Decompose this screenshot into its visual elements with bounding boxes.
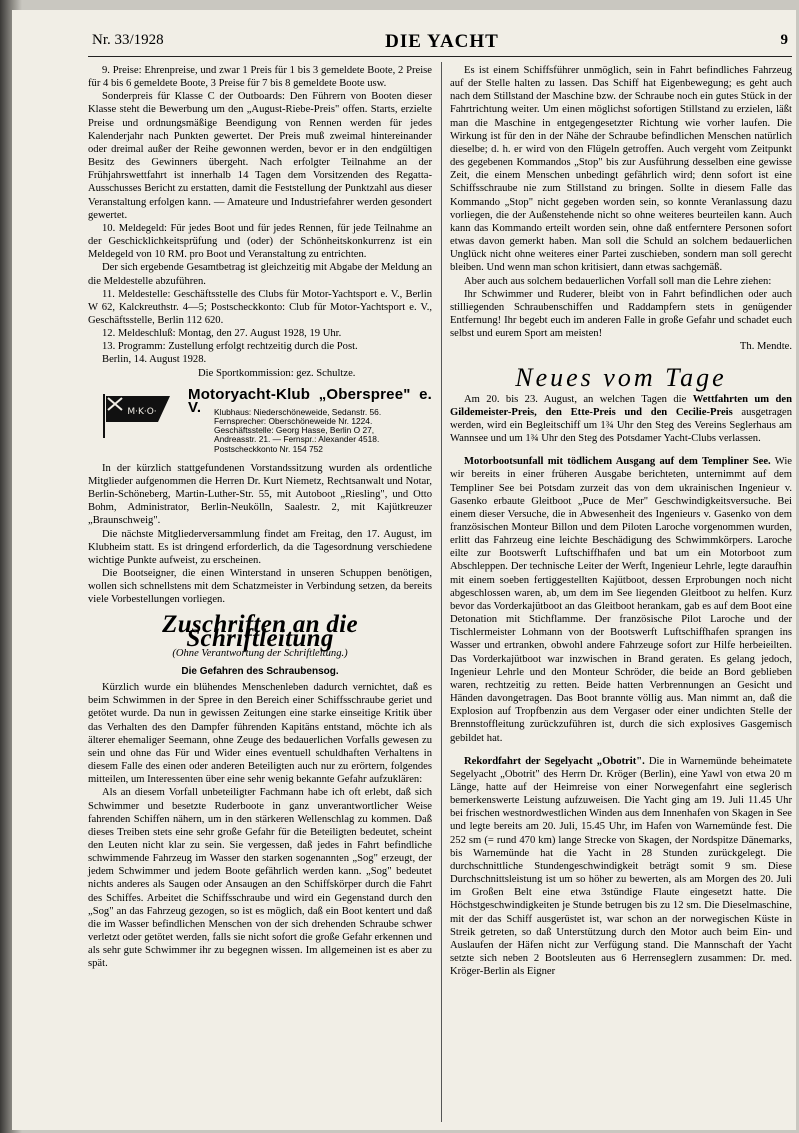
dateline: Berlin, 14. August 1928. bbox=[102, 354, 207, 366]
club-info-line: Postscheckkonto Nr. 154 752 bbox=[214, 443, 323, 454]
club-flag-text: M·K·O· bbox=[127, 406, 157, 417]
club-paragraph: Die nächste Mitgliederversammlung findet am Freitag, den 17. August, im Klubheim statt. Es ist dringend erforderlich, da die Tagesordnung verschiedene wichtige Punkte aufweist, zu erscheinen. bbox=[88, 528, 432, 566]
club-info-line: Klubhaus: Niederschöneweide, Sedanstr. 56. bbox=[214, 406, 382, 417]
news-text: Die in Warnemünde beheimatete Segelyacht „Obotrit" des Herrn Dr. Kröger (Berlin), eine Yawl von etwa 20 m Länge, hatte auf der Heimreise von einer Norwegenfahrt eine seglerisch bemerkenswerte Leistung aufzuweisen. Die Yacht ging am 19. Juli 11.45 Uhr bei frischen westnordwestlichen Winden aus dem Innenhafen von Skagen in See und legte bereits am 20. Juli, 15.45 Uhr, im Hafen von Warnemünde fest. Die 252 sm (= rund 470 km) lange Strecke von Skagen, der Nordspitze Dänemarks, bis Warnemünde hat die Yacht in 28 Stunden zurückgelegt. Die durchschnittliche Stundengeschwindigkeit beträgt somit 9 sm. Diese Durchschnittsleistung ist um so höher zu bewerten, als am Morgen des 20. Juli im Großen Belt eine etwa 3stündige Flaute eingesetzt hatte. Die Höchstgeschwindigkeiten je Stunde betrugen bis zu 12 sm. Die Dieselmaschine, mit der das Schiff ausgerüstet ist, war schon an der norwegischen Küste in Streik getreten, so daß Unterstützung durch den Motor auch beim Ein- und Auslaufen der Häfen nicht zur Verfügung stand. Die Mannschaft der Yacht setzte sich neben 2 Bootsleuten aus 6 Herrenseglern zusammen: Dr. med. Kröger-Berlin als Eigner bbox=[450, 755, 792, 978]
club-name: Motoryacht-Klub „Oberspree" e. V. bbox=[188, 385, 432, 416]
news-headline: Motorbootsunfall mit tödlichem Ausgang auf dem Templiner See. bbox=[464, 456, 771, 468]
header-rule bbox=[88, 56, 792, 57]
section-subheading: (Ohne Verantwortung der Schriftleitung.) bbox=[172, 647, 348, 659]
page-number: 9 bbox=[780, 32, 788, 48]
article-paragraph: Es ist einem Schiffsführer unmöglich, sein in Fahrt befindliches Fahrzeug auf der Stelle halten zu lassen. Das Schiff hat Eigenbewegung; es geht auch nach dem Stillstand der Maschine bzw. der Schraube noch ein gutes Stück in der Fahrtrichtung weiter. Um einen möglichst sofortigen Stillstand zu erzielen, läßt man die Maschine in entgegengesetzter Richtung wie vorher laufen. Die Wirkung ist für den in der Nähe der Schraube befindlichen Menschen natürlich dieselbe; d. h. er wird von den Flügeln getroffen. Auch vergeht vom Zeitpunkt des gegebenen Kommandos „Stop" bis zur Ausführung desselben eine gewisse Zeit, die einem Menschen unbedingt gefährlich wird; denn sofort ist eine Schiffsschraube nie zum Stillstand zu bringen. Sollte in diesem Falle das Kommando „Stop" nicht gegeben worden sein, so konnte Veranlassung dazu vorliegen, die der Außenstehende nicht so ohne weiteres beurteilen kann. Auch kann das Kommando erteilt worden sein, ohne daß entferntere Personen sofort etwas davon gemerkt haben. Man soll die Schuld an solchem bedauerlichen Unglück nicht ohne weiteres einer Partei zuschieben, sondern man soll gerecht bleiben. Und wenn man schon kritisiert, dann etwas sachgemäß. bbox=[450, 65, 792, 274]
news-text: Wie wir bereits in einer früheren Ausgabe berichteten, unternimmt auf dem Templiner See bei Potsdam zurzeit das von dem ukrainischen Ingenieur v. Gasenko erbaute Gleitboot „Puce de Mer" Geschwindigkeitsversuche. Bei einem dieser Versuche, die in Abwesenheit des Ingenieurs v. Gasenko von dem französischen Monteur Billon und dem Piloten Laroche vorgenommen wurden, erlitt das Fahrzeug eine leichte Beschädigung des Schwimmkörpers. Laroche eilte zur Bootswerft Luftschiffhafen und bat um ein Motorboot zum Abschleppen. Der technische Leiter der Werft, Ingenieur Lehrle, legte daraufhin mit einem soeben fertiggestellten Kajütboot, dessen Erprobungen noch nicht abgeschlossen waren, ab, um dem im See liegenden Gleitboot zu helfen. Kurz bevor das Vorderkajütboot an das Gleitboot herankam, gab es auf dem Boot eine Detonation mit Stichflamme. Der französische Pilot Laroche und der Tischlermeister Lohmann von der Bootswerft Luftschiffhafen sprangen ins Wasser und ertranken, obwohl andere Fahrzeuge sofort zur Hilfe herbeieilten. Das Vorderkajütboot war inzwischen in Brand geraten. Es gelang jedoch, Ingenieur Lehrle und den Monteur Schröder, die beide an Bord geblieben waren, rechtzeitig zu retten. Beide hatten Verbrennungen an Gesicht und Händen davongetragen. Das Boot brannte völlig aus. Man nimmt an, daß die Explosion auf Tropfbenzin aus dem Vergaser oder einer undichten Stelle der Brennstoffleitung zurückzuführen ist, durch die sich explosives Gasgemisch gebildet hat. bbox=[450, 456, 792, 744]
page-header bbox=[92, 28, 792, 52]
magazine-title: DIE YACHT bbox=[385, 31, 499, 52]
section-heading: Zuschriften an die Schriftleitung bbox=[162, 611, 358, 652]
news-text: ausgetragen werden, wird ein Begleitschiff um 1¾ Uhr den Steg des Vereins Seglerhaus am Wannsee und um 1¾ Uhr den Steg des Potsdamer Yacht-Clubs verlassen. bbox=[450, 406, 792, 445]
article-paragraph: Aber auch aus solchem bedauerlichen Vorfall soll man die Lehre ziehen: bbox=[464, 275, 772, 287]
article-paragraph: Ihr Schwimmer und Ruderer, bleibt von in Fahrt befindlichen oder auch stilliegenden Schraubenschiffen und Raddampfern stets in genügender Entfernung! Ihr begebt euch im anderen Falle in große Gefahr und schadet euch selbst und eurem Sport am meisten! bbox=[450, 288, 792, 340]
club-paragraph: Die Bootseigner, die einen Winterstand in unseren Schuppen benötigen, wollen sich schnellstens mit dem Schatzmeister in Verbindung setzen, da bereits viele Vorbestellungen vorliegen. bbox=[88, 568, 432, 606]
author-signature: Th. Mendte. bbox=[739, 341, 792, 353]
section-heading-neues: Neues vom Tage bbox=[515, 363, 727, 393]
paragraph-meldestelle: 11. Meldestelle: Geschäftsstelle des Clubs für Motor-Yachtsport e. V., Berlin W 62, Kalckreuthstr. 4—5; Postscheckkonto: Club für Motor-Yachtsport e. V., Geschäftsstelle, Berlin 112 620. bbox=[88, 288, 432, 326]
paragraph-programm: 13. Programm: Zustellung erfolgt rechtzeitig durch die Post. bbox=[102, 341, 358, 353]
left-column bbox=[88, 64, 432, 971]
right-column bbox=[450, 64, 792, 978]
paragraph-meldegeld: 10. Meldegeld: Für jedes Boot und für jedes Rennen, für jede Teilnahme an der Geschicklichkeitsprüfung und (oder) der Schönheitskonkurrenz ist ein Meldegeld von 10 RM. pro Boot und Veranstaltung zu entrichten. bbox=[88, 222, 432, 261]
issue-number: Nr. 33/1928 bbox=[92, 32, 164, 48]
paragraph-sonderpreis: Sonderpreis für Klasse C der Outboards: Den Führern von Booten dieser Klasse steht die Bewerbung um den „August-Riebe-Preis" offen. Starts, erzielte Preise und ordnungsmäßige Beendigung von Rennen werden für jedes Kalenderjahr nach Punkten gewertet. Der Preis muß zweimal hintereinander oder dreimal außer der Reihe gewonnen werden, bevor er in den endgültigen Besitz des Gewinners übergeht. Nach erfolgter Teilnahme an der Frühjahrswettfahrt ist innerhalb 14 Tagen dem Vorsitzenden des Regatta-Ausschusses Bericht zu erstatten, damit die Feststellung der Punktzahl aus dieser Veranstaltung erfolgen kann. — Amateure und Industriefahrer werden gesondert gewertet. bbox=[88, 91, 432, 221]
news-headline: Rekordfahrt der Segelyacht „Obotrit". bbox=[464, 755, 645, 767]
signature: Die Sportkommission: gez. Schultze. bbox=[198, 367, 356, 379]
club-paragraph: In der kürzlich stattgefundenen Vorstandssitzung wurden als ordentliche Mitglieder aufgenommen die Herren Dr. Kurt Niemetz, Rechtsanwalt und Notar, Berlin-Schöneberg, Martin-Luther-Str. 55, mit Autoboot „Riesling", und Otto Bohm, Administrator, Berlin-Neukölln, Saalestr. 2, mit Kajütkreuzer „Braunschweig". bbox=[88, 462, 432, 527]
news-paragraph bbox=[450, 755, 792, 979]
paragraph-preise: 9. Preise: Ehrenpreise, und zwar 1 Preis für 1 bis 3 gemeldete Boote, 2 Preise für 4 bis 6 gemeldete Boote, 3 Preise für 7 bis 8 gemeldete Boote usw. bbox=[88, 65, 432, 90]
article-title: Die Gefahren des Schraubensog. bbox=[181, 665, 339, 677]
article-paragraph: Kürzlich wurde ein blühendes Menschenleben dadurch vernichtet, daß es beim Schwimmen in der Spree in den Bereich einer Schiffsschraube geriet und getötet wurde. Da nun in gewissen Zeitungen eine starke einseitige Kritik über das Verhalten des den Dampfer führenden Kapitäns entstand, möchte ich als älterer ehemaliger Seemann, ohne Zeuge des bedauerlichen Vorfalls gewesen zu sein und ohne das Für und Wider eines eventuell schuldhaften Verhaltens in diesem Falle des einen oder anderen Beteiligten auch nur zu erörtern, folgendes mitteilen, um Interessenten über eine sehr wenig bekannte Gefahr aufzuklären: bbox=[88, 682, 432, 786]
club-info-line: Andreasstr. 21. — Fernspr.: Alexander 4518. bbox=[214, 434, 380, 445]
club-info-line: Geschäftsstelle: Georg Hasse, Berlin O 27, bbox=[214, 425, 375, 436]
news-text: Am 20. bis 23. August, an welchen Tagen die bbox=[464, 393, 693, 405]
news-paragraph bbox=[450, 455, 792, 744]
article-paragraph: Als an diesem Vorfall unbeteiligter Fachmann habe ich oft erlebt, daß sich Schwimmer und besetzte Ruderboote in ganz unverantwortlicher Weise fahrenden Schiffen nähern, um in den stärkeren Wellenschlag zu kommen. Daß dieses Treiben stets eine sehr große Gefahr für die Beteiligten bedeutet, scheint den Leuten nicht klar zu sein. Sie vergessen, daß jedes in Fahrt befindliche schwimmende Fahrzeug im Wasser den starken sogenannten „Sog" erzeugt, der jedem Schwimmer und jedem Boote gefährlich werden kann. „Sog" bedeutet nichts anderes als Saugen oder Ansaugen an den Schiffskörper durch die Fahrt des Schiffes. Arbeitet die Schiffsschraube und wird ein Gegenstand durch den „Sog" an das Fahrzeug gezogen, so ist es möglich, daß ein Boot kentert und daß die im Wasser befindlichen Menschen von der sich drehenden Schraube schwer verletzt oder getötet werden, falls sie nicht sofort die große Gefahr erkennen und als sehr gute Schwimmer ihr zu begegnen wissen. Im allgemeinen ist es aber zu spät. bbox=[88, 787, 432, 970]
column-divider bbox=[441, 62, 442, 1122]
news-paragraph bbox=[450, 393, 792, 446]
paragraph-meldeschluss: 12. Meldeschluß: Montag, den 27. August 1928, 19 Uhr. bbox=[102, 328, 342, 340]
news-bold-text: Wettfahrten um den Gildemeister-Preis, den Ette-Preis und den Cecilie-Preis bbox=[450, 393, 792, 418]
club-info-line: Fernsprecher: Oberschöneweide Nr. 1224. bbox=[214, 415, 373, 426]
club-header bbox=[88, 386, 432, 458]
club-flag-icon bbox=[98, 392, 174, 440]
club-info bbox=[214, 408, 381, 454]
paragraph-gesamtbetrag: Der sich ergebende Gesamtbetrag ist gleichzeitig mit Abgabe der Meldung an die Meldestelle abzuführen. bbox=[88, 262, 432, 287]
